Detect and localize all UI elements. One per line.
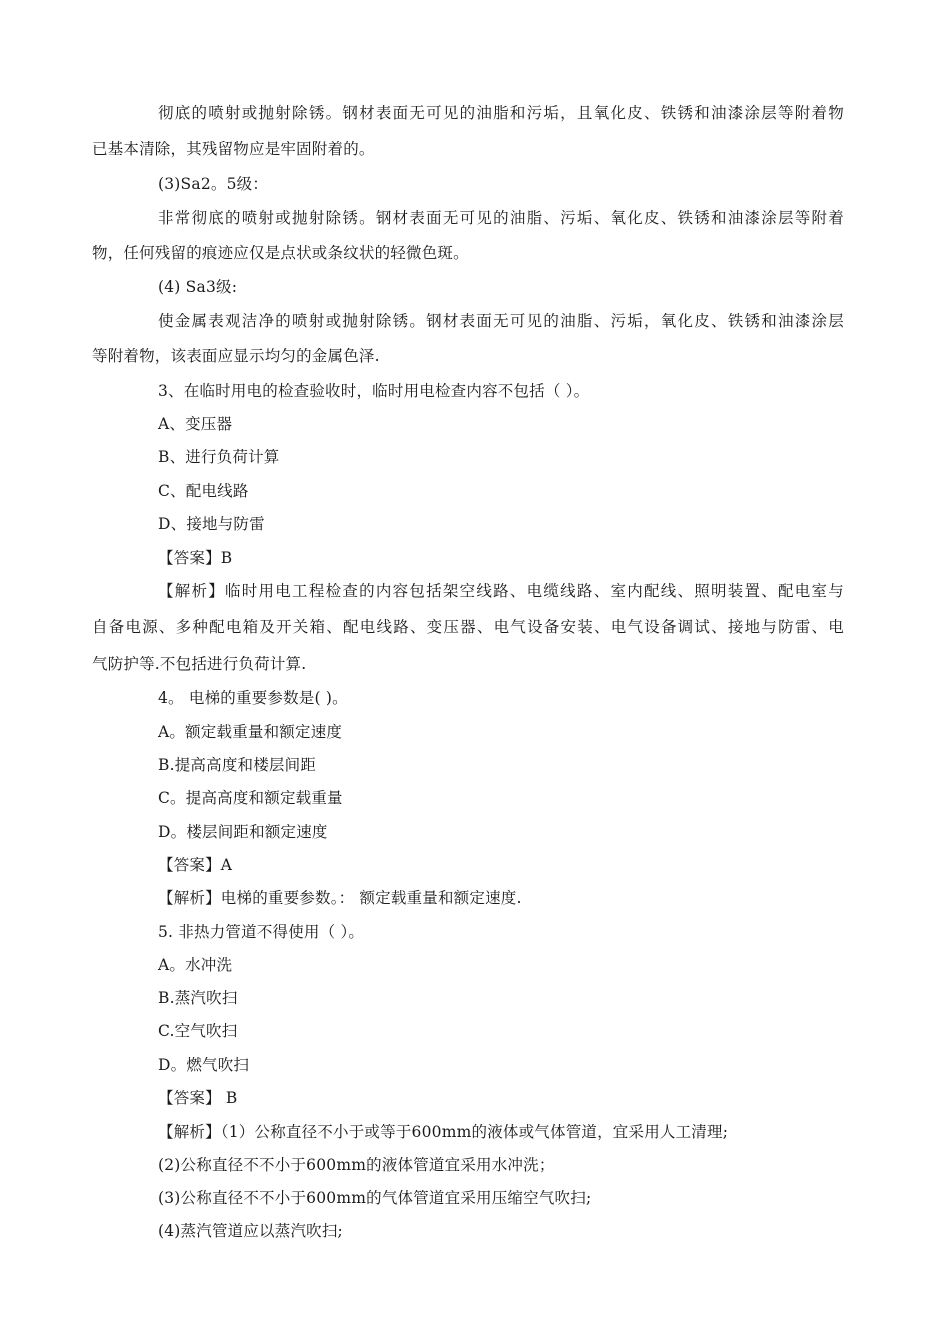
option-b: B.蒸汽吹扫	[158, 989, 238, 1007]
option-d: D。燃气吹扫	[158, 1056, 250, 1074]
question-5: 5. 非热力管道不得使用（ ）。	[158, 923, 365, 941]
subsection-heading: (4) Sa3级:	[158, 278, 238, 296]
option-b: B.提高高度和楼层间距	[158, 756, 317, 774]
answer: 【答案】B	[158, 549, 233, 567]
paragraph-line: 非常彻底的喷射或抛射除锈。钢材表面无可见的油脂、污垢、氧化皮、铁锈和油漆涂层等附着	[158, 209, 844, 227]
subsection-heading: (3)Sa2。5级：	[158, 175, 269, 193]
analysis-line: 【解析】临时用电工程检查的内容包括架空线路、电缆线路、室内配线、照明装置、配电室与	[158, 582, 844, 600]
option-c: C。提高高度和额定载重量	[158, 789, 343, 807]
answer: 【答案】A	[158, 856, 233, 874]
analysis-line: 【解析】电梯的重要参数。： 额定载重量和额定速度.	[158, 889, 522, 907]
analysis-line: 气防护等.不包括进行负荷计算.	[92, 655, 307, 673]
question-3: 3、在临时用电的检查验收时，临时用电检查内容不包括（ ）。	[158, 382, 590, 400]
option-c: C、配电线路	[158, 482, 249, 500]
analysis-line: 自备电源、多种配电箱及开关箱、配电线路、变压器、电气设备安装、电气设备调试、接地与防雷、电	[92, 618, 844, 636]
paragraph-line: 等附着物，该表面应显示均匀的金属色泽.	[92, 347, 380, 365]
paragraph-line: 使金属表观洁净的喷射或抛射除锈。钢材表面无可见的油脂、污垢，氧化皮、铁锈和油漆涂层	[158, 312, 844, 330]
option-d: D、接地与防雷	[158, 515, 265, 533]
analysis-line: 【解析】（1）公称直径不小于或等于600mm的液体或气体管道，宜采用人工清理;	[158, 1123, 729, 1141]
option-d: D。楼层间距和额定速度	[158, 823, 328, 841]
paragraph-line: 已基本清除，其残留物应是牢固附着的。	[92, 140, 375, 158]
option-a: A。水冲洗	[158, 956, 233, 974]
option-a: A。额定载重量和额定速度	[158, 723, 343, 741]
analysis-line: (3)公称直径不不小于600mm的气体管道宜采用压缩空气吹扫;	[158, 1189, 592, 1207]
option-b: B、进行负荷计算	[158, 448, 280, 466]
paragraph-line: 物，任何残留的痕迹应仅是点状或条纹状的轻微色斑。	[92, 244, 469, 262]
analysis-line: (2)公称直径不不小于600mm的液体管道宜采用水冲洗；	[158, 1156, 555, 1174]
answer: 【答案】 B	[158, 1089, 238, 1107]
paragraph-line: 彻底的喷射或抛射除锈。钢材表面无可见的油脂和污垢，且氧化皮、铁锈和油漆涂层等附着物	[158, 104, 844, 122]
question-4: 4。 电梯的重要参数是( )。	[158, 689, 348, 707]
option-c: C.空气吹扫	[158, 1022, 238, 1040]
option-a: A、变压器	[158, 415, 233, 433]
analysis-line: (4)蒸汽管道应以蒸汽吹扫;	[158, 1222, 343, 1240]
